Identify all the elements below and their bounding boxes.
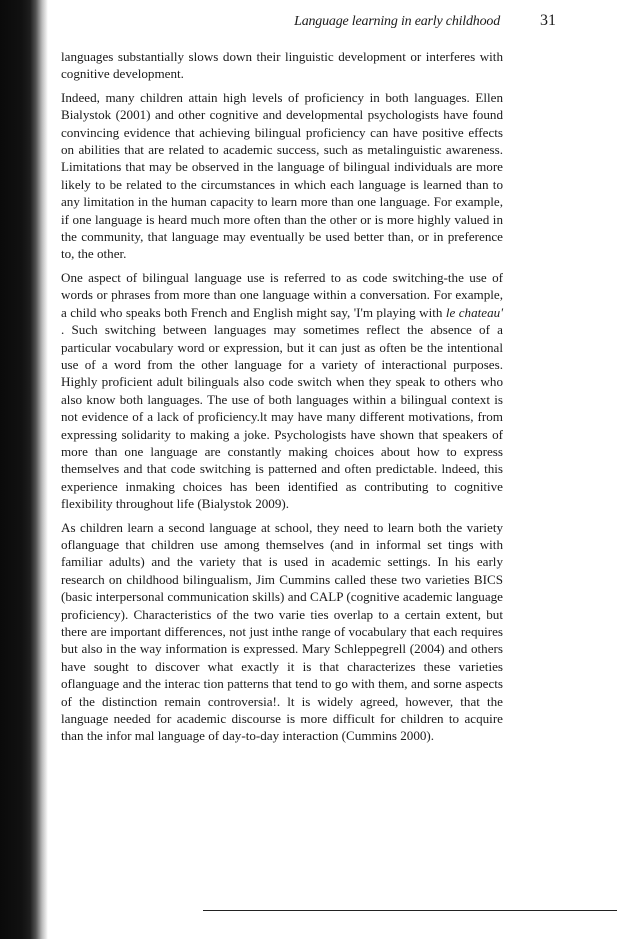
paragraph-code-switching — [61, 269, 503, 513]
body-text — [61, 48, 503, 751]
code-switching-text-start: One aspect of bilingual language use is referred to as code switching-the use of words or phrases from more than one language within a conversation. For example, a child who speaks both French and English might say, 'I'm playing with — [61, 269, 503, 320]
footer-rule — [203, 910, 617, 911]
paragraph-bics-calp: As children learn a second language at school, they need to learn both the variety oflanguage that children use among themselves (and in informal set tings with familiar adults) and the variety that is used in academic settings. In his early research on childhood bilingualism, Jim Cummins called these two varieties BICS (basic interpersonal communication skills) and CALP (cognitive academic language proficiency). Characteristics of the two varie ties overlap to a certain extent, but there are important differences, not just inthe range of vocabulary that each requires but also in the way information is expressed. Mary Schleppegrell (2004) and others have sought to discover what exactly it is that characterizes these varieties oflanguage and the interac tion patterns that tend to go with them, and sorne aspects of the distinction remain controversia!. lt is widely agreed, however, that the language needed for academic discourse is more difficult for children to acquire than the infor mal language of day-to-day interaction (Cummins 2000). — [61, 519, 503, 744]
page-header — [0, 10, 638, 34]
page-number: 31 — [540, 12, 556, 29]
running-title: Language learning in early childhood — [294, 14, 500, 29]
book-binding-shadow — [0, 0, 48, 939]
paragraph-bilingual-proficiency: Indeed, many children attain high levels of proficiency in both languages. Ellen Bialystok (2001) and other cognitive and developmental psychologists have found convincing evidence that achieving bilingual proficiency can have positive effects on abilities that are related to academic success, such as metalinguistic awareness. Limitations that may be observed in the language of bilingual individuals are more likely to be related to the circumstances in which each language is learned than to any limitation in the human capacity to learn more than one language. For example, if one language is heard much more often than the other or is more highly valued in the community, that language may eventually be used better than, or in preference to, the other. — [61, 89, 503, 262]
french-phrase: le chateau' — [445, 304, 503, 320]
code-switching-text-end: . Such switching between languages may sometimes reflect the absence of a particular vocabulary word or expression, but it can just as often be the intentional use of a word from the other language for a variety of interactional purposes. Highly proficient adult bilinguals also code switch when they speak to others who also know both languages. The use of both languages within a bilingual context is not evidence of a lack of proficiency.lt may have many different motivations, from expressing solidarity to making a joke. Psychologists have shown that speakers of more than one language are constantly making choices about how to express themselves and that code switching is patterned and often predictable. lndeed, this experience inmaking choices has been identified as contributing to cognitive flexibility throughout life (Bialystok 2009). — [61, 322, 503, 512]
paragraph-continuation: languages substantially slows down their linguistic development or interferes with cognitive development. — [61, 49, 503, 82]
